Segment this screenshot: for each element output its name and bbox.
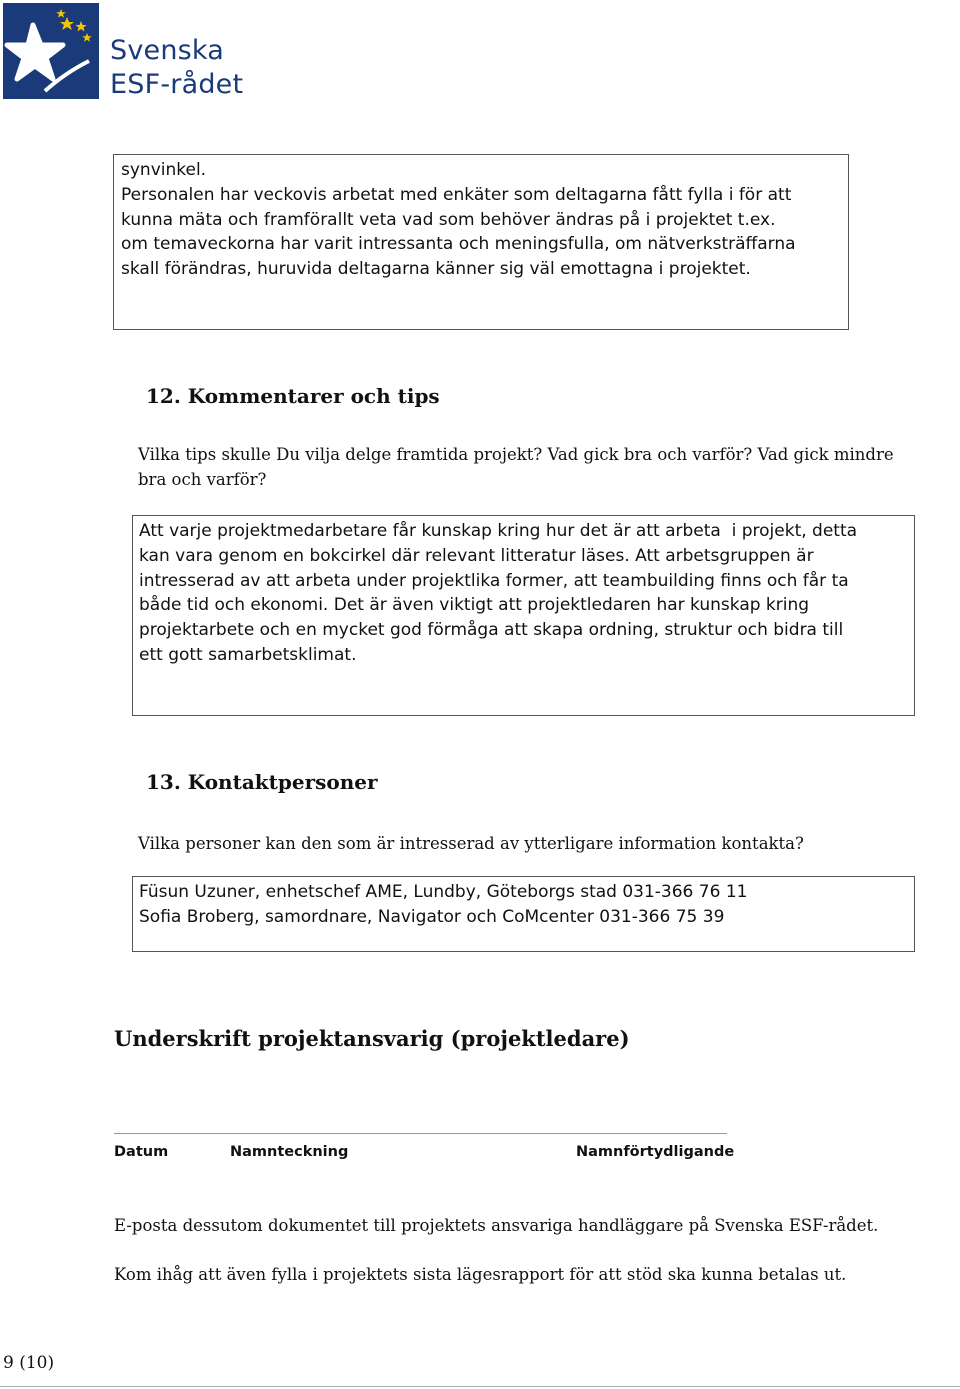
answer-line: projektarbete och en mycket god förmåga att skapa ordning, struktur och bidra till: [139, 620, 844, 641]
signature-heading: Underskrift projektansvarig (projektledare): [114, 1026, 630, 1051]
contact-line: Sofia Broberg, samordnare, Navigator och CoMcenter 031-366 75 39: [139, 906, 725, 927]
answer-line: ett gott samarbetsklimat.: [139, 644, 357, 665]
answer-line: synvinkel.: [121, 160, 207, 180]
label-signature: Namnteckning: [230, 1144, 349, 1160]
logo-wordmark: [110, 34, 243, 102]
section-12-question: Vilka tips skulle Du vilja delge framtida projekt? Vad gick bra och varför? Vad gick mindre bra och varför?: [138, 445, 894, 489]
logo-line-1: Svenska: [110, 35, 225, 66]
answer-line: intresserad av att arbeta under projektlika former, att teambuilding finns och får ta: [139, 570, 849, 591]
contact-line: Füsun Uzuner, enhetschef AME, Lundby, Göteborgs stad 031-366 76 11: [139, 882, 748, 902]
answer-line: både tid och ekonomi. Det är även viktigt att projektledaren har kunskap kring: [139, 595, 810, 616]
answer-line: om temaveckorna har varit intressanta och meningsfulla, om nätverksträffarna: [121, 234, 796, 255]
page-number: 9 (10): [3, 1353, 55, 1373]
answer-line: kan vara genom en bokcirkel där relevant litteratur läses. Att arbetsgruppen är: [139, 545, 814, 566]
label-name-clarification: Namnförtydligande: [576, 1144, 735, 1160]
logo-line-2: ESF-rådet: [110, 69, 244, 100]
answer-line: skall förändras, huruvida deltagarna känner sig väl emottagna i projektet.: [121, 259, 751, 280]
previous-answer-box: [113, 154, 849, 330]
label-date: Datum: [114, 1144, 169, 1160]
answer-line: Personalen har veckovis arbetat med enkäter som deltagarna fått fylla i för att: [121, 184, 792, 205]
footer-divider: [0, 1386, 960, 1387]
section-13-question: Vilka personer kan den som är intresserad av ytterligare information kontakta?: [138, 834, 804, 853]
email-note: E-posta dessutom dokumentet till projektets ansvariga handläggare på Svenska ESF-rådet.: [114, 1216, 879, 1235]
answer-line: kunna mäta och framförallt veta vad som behöver ändras på i projektet t.ex.: [121, 209, 776, 230]
section-13-heading: 13. Kontaktpersoner: [146, 770, 378, 794]
reminder-note: Kom ihåg att även fylla i projektets sista lägesrapport för att stöd ska kunna betalas ut.: [114, 1265, 847, 1284]
section-12-answer-box: [132, 515, 915, 716]
section-12-heading: 12. Kommentarer och tips: [146, 384, 440, 408]
section-13-answer-box: [132, 876, 915, 952]
esf-logo-mark: [3, 3, 99, 99]
answer-line: Att varje projektmedarbetare får kunskap kring hur det är att arbeta i projekt, detta: [139, 521, 858, 541]
star-logo-icon: [3, 3, 99, 99]
signature-line: [114, 1133, 727, 1134]
